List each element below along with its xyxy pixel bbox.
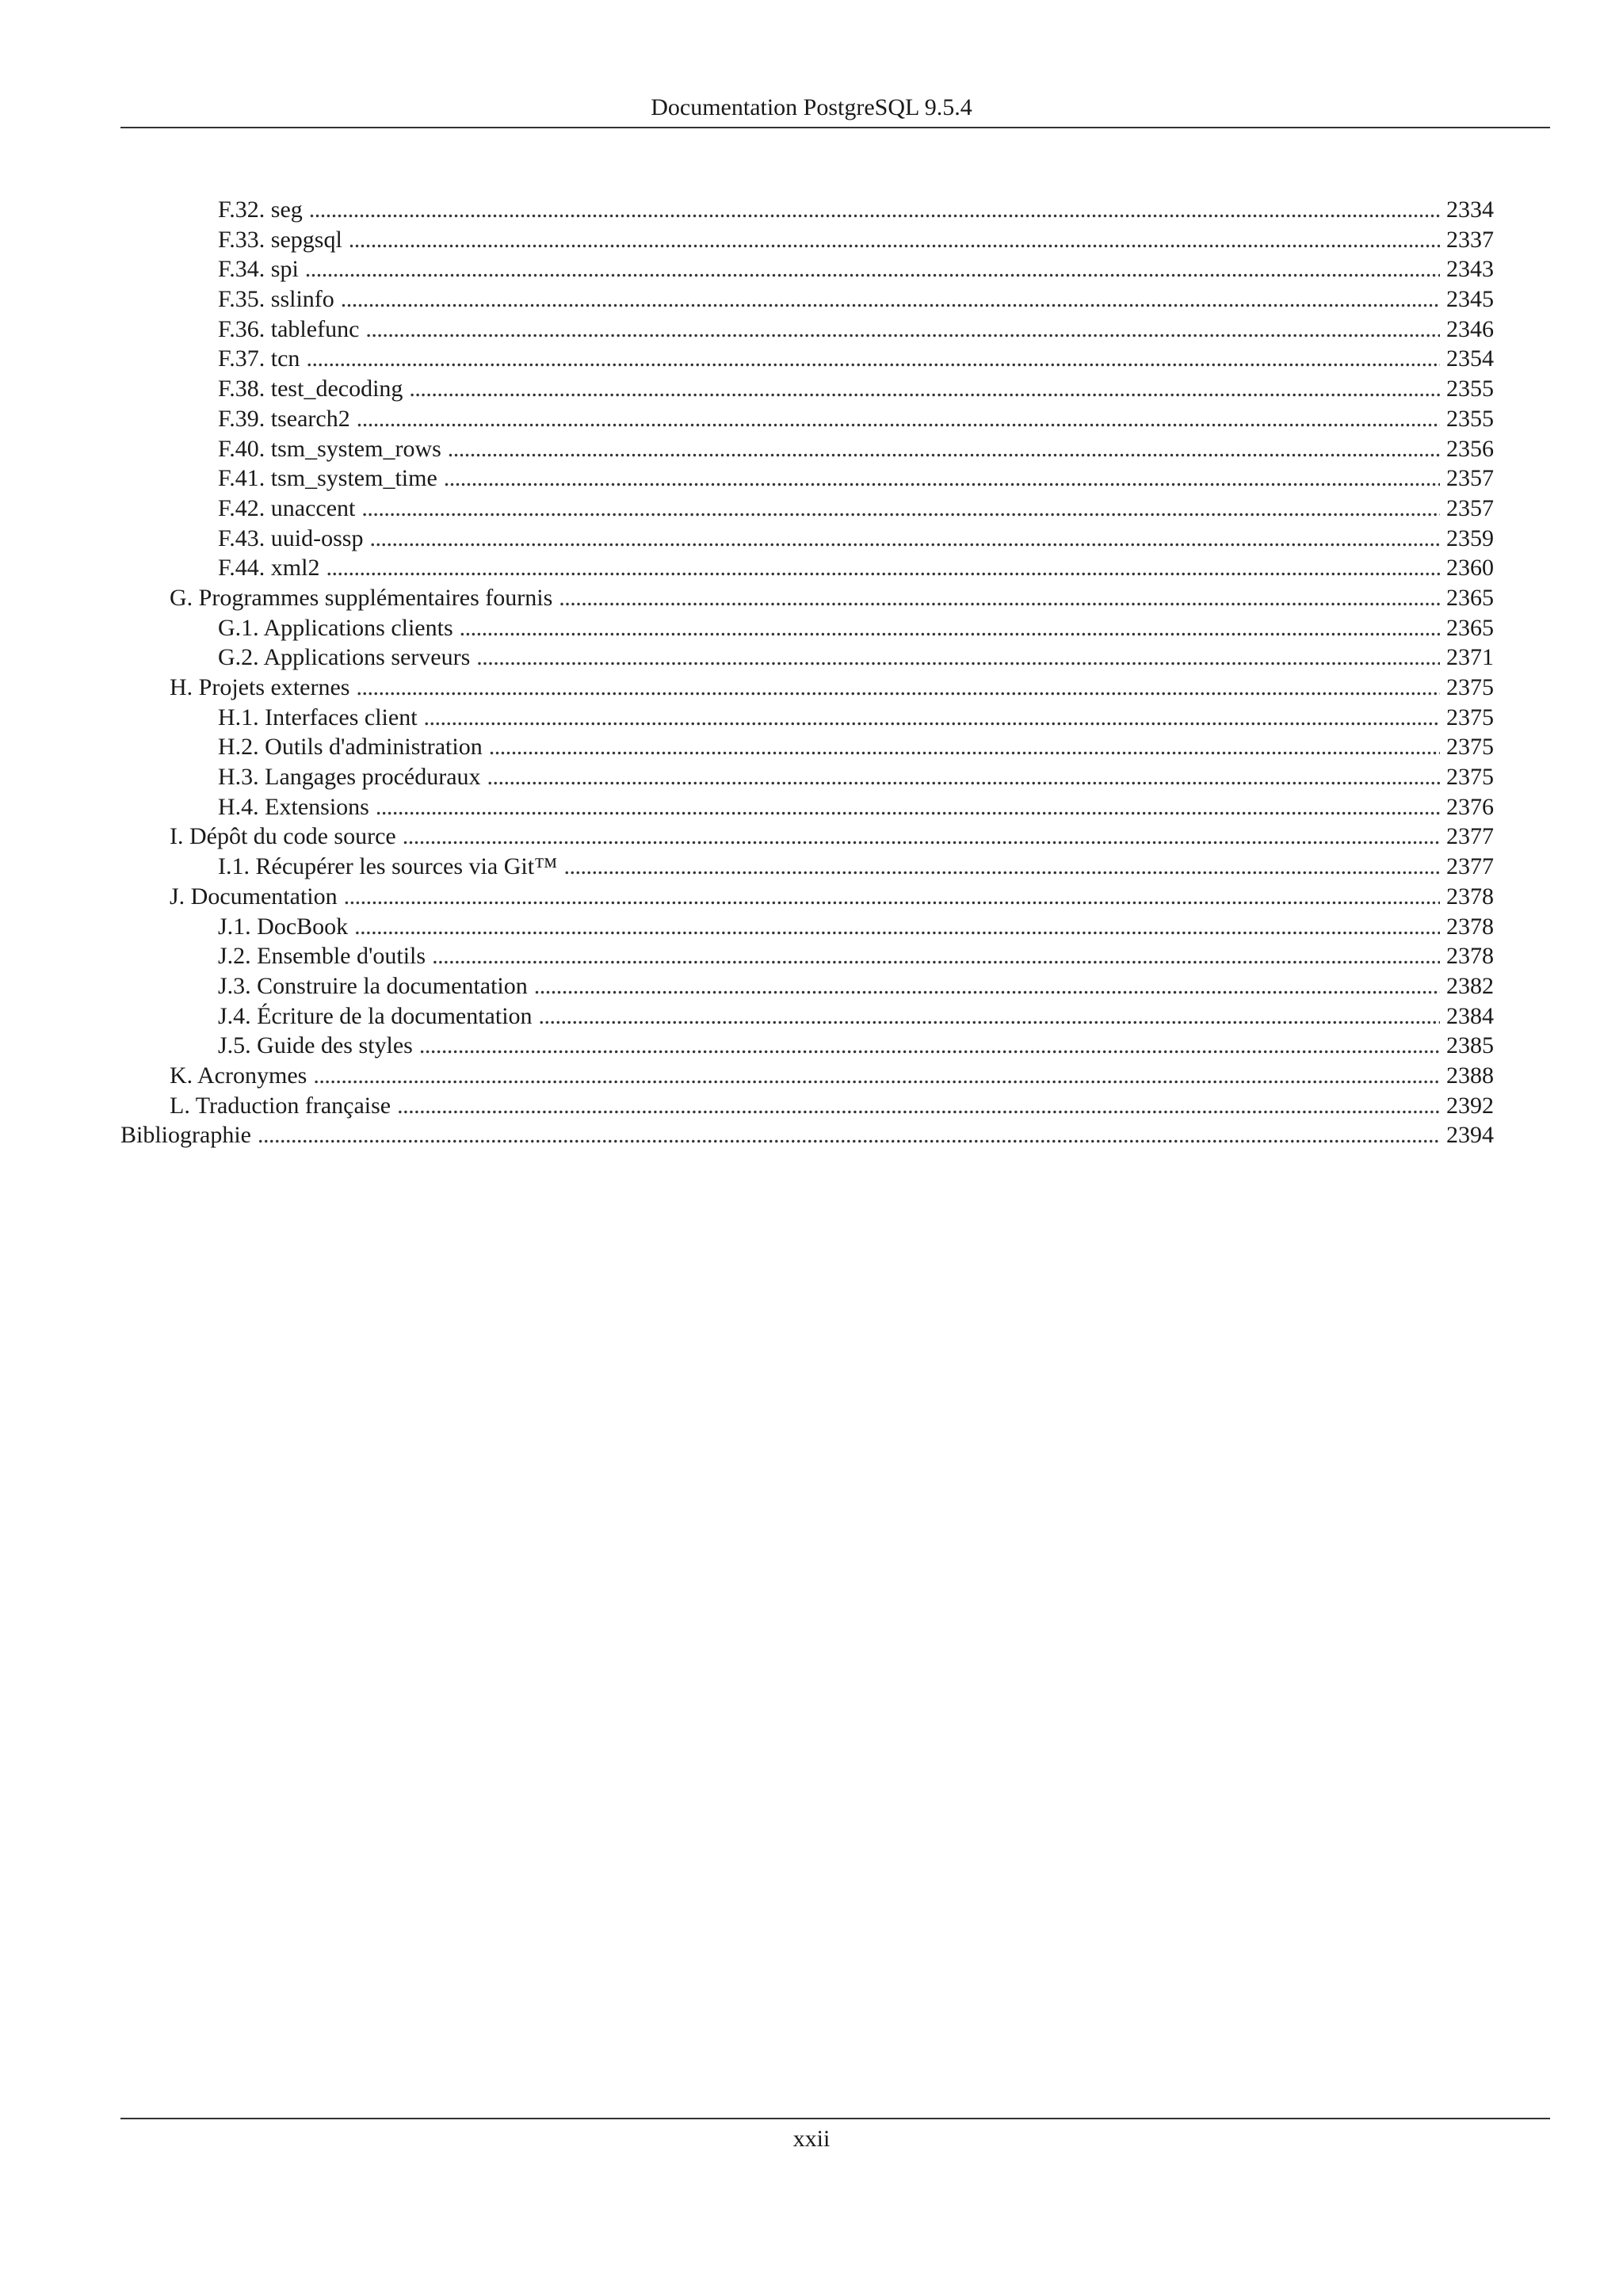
toc-dot-leader	[559, 583, 1440, 613]
toc-entry-page: 2346	[1446, 315, 1494, 342]
toc-entry-page: 2388	[1446, 1062, 1494, 1089]
toc-dot-leader	[489, 732, 1440, 762]
toc-dot-leader	[563, 852, 1440, 882]
toc-entry[interactable]	[120, 225, 1494, 255]
toc-entry[interactable]	[120, 732, 1494, 762]
toc-entry-label: F.40. tsm_system_rows	[218, 435, 441, 462]
toc-entry[interactable]	[120, 852, 1494, 882]
page-number: xxii	[792, 2126, 831, 2152]
toc-entry-page: 2394	[1446, 1122, 1494, 1149]
toc-entry-label: F.42. unaccent	[218, 494, 356, 521]
toc-entry-page: 2377	[1446, 823, 1494, 850]
toc-entry-page: 2385	[1446, 1032, 1494, 1059]
toc-entry-label: F.35. sslinfo	[218, 286, 334, 313]
toc-dot-leader	[409, 374, 1440, 404]
toc-entry[interactable]	[120, 374, 1494, 404]
toc-entry[interactable]	[120, 703, 1494, 733]
toc-entry-page: 2343	[1446, 256, 1494, 283]
toc-entry[interactable]	[120, 762, 1494, 792]
toc-entry[interactable]	[120, 494, 1494, 524]
toc-entry[interactable]	[120, 1061, 1494, 1091]
toc-entry-page: 2345	[1446, 286, 1494, 313]
toc-entry[interactable]	[120, 583, 1494, 613]
toc-dot-leader	[403, 822, 1440, 852]
toc-dot-leader	[424, 703, 1440, 733]
toc-dot-leader	[309, 195, 1440, 225]
toc-dot-leader	[313, 1061, 1440, 1091]
toc-entry[interactable]	[120, 882, 1494, 912]
toc-entry[interactable]	[120, 1031, 1494, 1061]
footer-divider	[120, 2118, 1550, 2119]
toc-entry-label: H.2. Outils d'administration	[218, 734, 483, 761]
toc-entry-label: F.41. tsm_system_time	[218, 465, 437, 492]
toc-entry-page: 2378	[1446, 943, 1494, 970]
toc-entry-label: G.1. Applications clients	[218, 614, 453, 641]
toc-entry[interactable]	[120, 1001, 1494, 1032]
toc-entry-label: I.1. Récupérer les sources via Git™	[218, 853, 558, 880]
toc-entry[interactable]	[120, 822, 1494, 852]
toc-entry-page: 2375	[1446, 704, 1494, 730]
toc-entry-label: F.32. seg	[218, 196, 303, 223]
toc-dot-leader	[534, 971, 1440, 1001]
toc-entry-label: H. Projets externes	[170, 674, 350, 700]
toc-entry-label: F.39. tsearch2	[218, 405, 350, 432]
toc-entry-page: 2384	[1446, 1002, 1494, 1029]
toc-entry-page: 2337	[1446, 226, 1494, 253]
toc-entry-page: 2365	[1446, 584, 1494, 611]
toc-entry-page: 2357	[1446, 494, 1494, 521]
toc-dot-leader	[357, 404, 1440, 434]
toc-dot-leader	[432, 941, 1440, 971]
toc-entry-page: 2382	[1446, 972, 1494, 999]
toc-entry[interactable]	[120, 613, 1494, 643]
toc-dot-leader	[344, 882, 1440, 912]
toc-entry[interactable]	[120, 315, 1494, 345]
toc-entry[interactable]	[120, 643, 1494, 673]
toc-dot-leader	[397, 1091, 1440, 1121]
toc-entry-label: F.44. xml2	[218, 555, 320, 582]
toc-entry-page: 2355	[1446, 376, 1494, 402]
toc-entry[interactable]	[120, 673, 1494, 703]
toc-dot-leader	[460, 613, 1440, 643]
toc-entry[interactable]	[120, 941, 1494, 971]
toc-entry-page: 2375	[1446, 734, 1494, 761]
toc-entry-label: H.1. Interfaces client	[218, 704, 418, 730]
toc-entry[interactable]	[120, 344, 1494, 374]
toc-dot-leader	[419, 1031, 1440, 1061]
toc-entry-label: J. Documentation	[170, 883, 338, 910]
toc-entry-page: 2378	[1446, 883, 1494, 910]
toc-dot-leader	[361, 494, 1440, 524]
toc-entry-label: J.1. DocBook	[218, 913, 349, 940]
toc-entry-page: 2375	[1446, 764, 1494, 791]
toc-dot-leader	[306, 344, 1440, 374]
header-divider	[120, 127, 1550, 128]
toc-entry[interactable]	[120, 553, 1494, 583]
toc-entry-label: H.4. Extensions	[218, 793, 369, 820]
toc-entry-label: Bibliographie	[120, 1122, 251, 1149]
toc-entry[interactable]	[120, 912, 1494, 942]
toc-entry-page: 2359	[1446, 524, 1494, 551]
toc-entry-label: J.2. Ensemble d'outils	[218, 943, 426, 970]
toc-entry-label: F.34. spi	[218, 256, 299, 283]
toc-entry[interactable]	[120, 524, 1494, 554]
toc-entry[interactable]	[120, 254, 1494, 284]
toc-entry-label: H.3. Langages procéduraux	[218, 764, 481, 791]
toc-entry-page: 2377	[1446, 853, 1494, 880]
toc-entry-page: 2376	[1446, 793, 1494, 820]
toc-dot-leader	[476, 643, 1440, 673]
toc-entry[interactable]	[120, 284, 1494, 315]
toc-entry-label: J.3. Construire la documentation	[218, 972, 528, 999]
toc-entry-label: F.38. test_decoding	[218, 376, 403, 402]
toc-entry-page: 2371	[1446, 644, 1494, 671]
toc-entry-label: G. Programmes supplémentaires fournis	[170, 584, 553, 611]
toc-entry-page: 2392	[1446, 1092, 1494, 1119]
toc-entry-label: F.43. uuid-ossp	[218, 524, 364, 551]
toc-dot-leader	[444, 463, 1440, 494]
toc-entry-label: L. Traduction française	[170, 1092, 391, 1119]
toc-entry-page: 2354	[1446, 345, 1494, 372]
toc-entry-label: K. Acronymes	[170, 1062, 307, 1089]
toc-dot-leader	[487, 762, 1440, 792]
toc-entry-page: 2334	[1446, 196, 1494, 223]
toc-entry-page: 2375	[1446, 674, 1494, 700]
toc-entry-label: G.2. Applications serveurs	[218, 644, 471, 671]
toc-dot-leader	[448, 434, 1440, 464]
toc-entry[interactable]	[120, 463, 1494, 494]
toc-entry[interactable]	[120, 195, 1494, 225]
toc-entry[interactable]	[120, 434, 1494, 464]
toc-entry-page: 2355	[1446, 405, 1494, 432]
toc-dot-leader	[258, 1120, 1440, 1150]
toc-entry[interactable]	[120, 792, 1494, 822]
toc-entry-page: 2357	[1446, 465, 1494, 492]
toc-dot-leader	[365, 315, 1440, 345]
toc-dot-leader	[349, 225, 1440, 255]
table-of-contents	[120, 195, 1494, 1150]
toc-entry[interactable]	[120, 971, 1494, 1001]
page-header-title: Documentation PostgreSQL 9.5.4	[651, 94, 972, 120]
toc-entry-label: J.4. Écriture de la documentation	[218, 1002, 533, 1029]
toc-entry-label: J.5. Guide des styles	[218, 1032, 413, 1059]
toc-entry[interactable]	[120, 1120, 1494, 1150]
toc-dot-leader	[356, 673, 1440, 703]
toc-dot-leader	[376, 792, 1440, 822]
toc-dot-leader	[369, 524, 1440, 554]
toc-dot-leader	[326, 553, 1440, 583]
toc-entry-label: F.36. tablefunc	[218, 315, 360, 342]
toc-dot-leader	[341, 284, 1440, 315]
toc-entry-page: 2356	[1446, 435, 1494, 462]
toc-dot-leader	[305, 254, 1440, 284]
toc-entry-label: I. Dépôt du code source	[170, 823, 396, 850]
toc-entry-label: F.37. tcn	[218, 345, 300, 372]
toc-entry-label: F.33. sepgsql	[218, 226, 342, 253]
toc-entry[interactable]	[120, 404, 1494, 434]
toc-dot-leader	[539, 1001, 1440, 1032]
toc-entry-page: 2360	[1446, 555, 1494, 582]
toc-dot-leader	[354, 912, 1440, 942]
toc-entry[interactable]	[120, 1091, 1494, 1121]
toc-entry-page: 2365	[1446, 614, 1494, 641]
toc-entry-page: 2378	[1446, 913, 1494, 940]
